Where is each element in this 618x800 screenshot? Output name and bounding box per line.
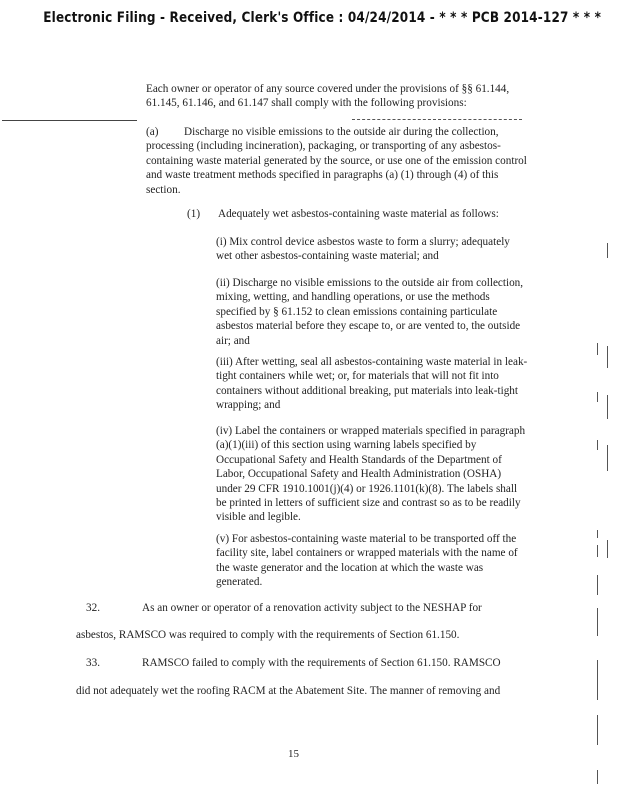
scan-mark bbox=[597, 575, 598, 595]
scan-mark bbox=[607, 243, 608, 258]
paragraph-a-text: Discharge no visible emissions to the outside air during the collection, processing (including incineration), packaging, or transporting of any asbestos-containing waste material generated by the source, or use one of the emission control and waste treatment methods specified in paragraphs (a) (1) through (4) of this section. bbox=[146, 126, 527, 196]
scan-mark bbox=[597, 392, 598, 402]
paragraph-32 bbox=[86, 601, 482, 615]
scan-mark bbox=[597, 545, 598, 557]
scan-mark bbox=[597, 770, 598, 784]
scan-mark bbox=[597, 660, 598, 700]
item-1 bbox=[187, 207, 527, 221]
scan-mark bbox=[607, 346, 608, 368]
subitem-iii: (iii) After wetting, seal all asbestos-containing waste material in leak-tight containers while wet; or, for materials that will not fit into containers without additional breaking, put materials into leak-tight wrapping; and bbox=[216, 356, 528, 412]
subitem-v: (v) For asbestos-containing waste material to be transported off the facility site, label containers or wrapped materials with the name of the waste generator and the location at which the waste was generated. bbox=[216, 533, 518, 589]
scan-mark bbox=[607, 395, 608, 419]
scan-mark bbox=[597, 715, 598, 745]
paragraph-33-number: 33. bbox=[86, 657, 100, 669]
divider-line bbox=[2, 120, 137, 121]
filing-stamp-header: Electronic Filing - Received, Clerk's Office : 04/24/2014 - * * * PCB 2014-127 * * * bbox=[43, 10, 602, 26]
paragraph-33-line1: RAMSCO failed to comply with the requirements of Section 61.150. RAMSCO bbox=[142, 657, 501, 669]
scan-mark bbox=[597, 608, 598, 636]
scan-mark bbox=[607, 540, 608, 558]
scan-mark bbox=[597, 440, 598, 450]
paragraph-32-line1: As an owner or operator of a renovation activity subject to the NESHAP for bbox=[142, 602, 482, 614]
paragraph-32-line2: asbestos, RAMSCO was required to comply with the requirements of Section 61.150. bbox=[76, 629, 460, 641]
subitem-i: (i) Mix control device asbestos waste to form a slurry; adequately wet other asbestos-containing waste material; and bbox=[216, 236, 510, 263]
item-1-label: (1) bbox=[187, 208, 201, 220]
intro-paragraph: Each owner or operator of any source covered under the provisions of §§ 61.144, 61.145, 61.146, and 61.147 shall comply with the following provisions: bbox=[146, 83, 510, 110]
scan-mark bbox=[597, 530, 598, 538]
scan-mark bbox=[607, 445, 608, 471]
item-1-text: Adequately wet asbestos-containing waste material as follows: bbox=[218, 208, 499, 220]
scan-mark bbox=[597, 343, 598, 355]
paragraph-a-label: (a) bbox=[146, 126, 159, 138]
divider-line-dashed bbox=[352, 119, 522, 120]
paragraph-32-number: 32. bbox=[86, 602, 100, 614]
paragraph-a bbox=[146, 125, 532, 197]
paragraph-33-line2: did not adequately wet the roofing RACM at the Abatement Site. The manner of removing and bbox=[76, 685, 501, 697]
page-number: 15 bbox=[288, 748, 299, 760]
subitem-iv: (iv) Label the containers or wrapped materials specified in paragraph (a)(1)(iii) of this section using warning labels specified by Occupational Safety and Health Standards of the Department of Labor, Occupational Safety and Health Administration (OSHA) under 29 CFR 1910.1001(j)(4) or 1926.1101(k)(8). The labels shall be printed in letters of sufficient size and contrast so as to be readily visible and legible. bbox=[216, 425, 526, 524]
subitem-ii: (ii) Discharge no visible emissions to the outside air from collection, mixing, wetting, and handling operations, or use the methods specified by § 61.152 to clean emissions containing particulate asbestos material before they escape to, or are vented to, the outside air; and bbox=[216, 277, 524, 347]
paragraph-33 bbox=[86, 656, 501, 670]
